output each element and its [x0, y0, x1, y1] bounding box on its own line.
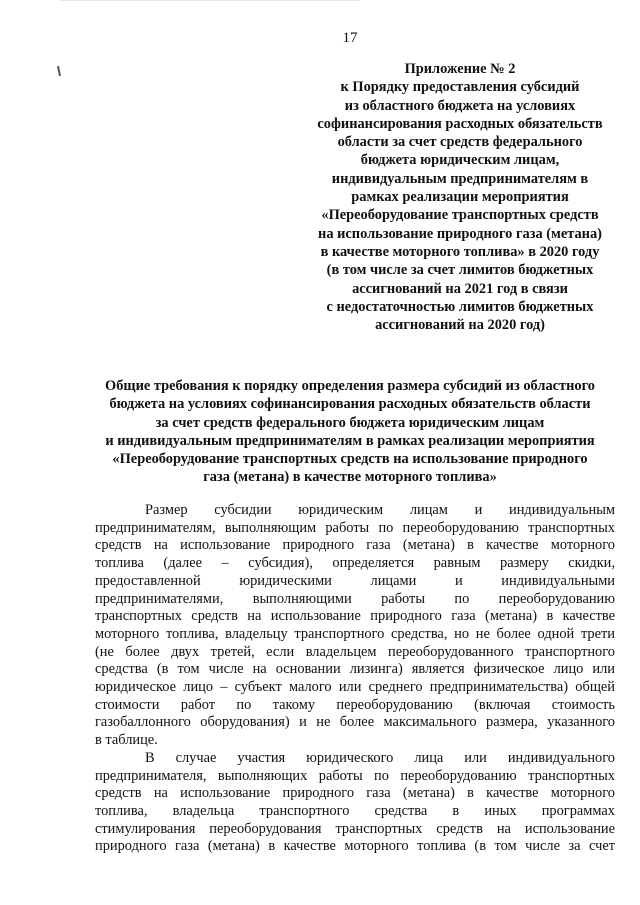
paragraph-line: предпринимателям, выполняющим работы по переоборудованию транспортных: [95, 519, 615, 536]
appendix-header: [300, 60, 620, 334]
appendix-line: «Переоборудование транспортных средств: [321, 207, 599, 224]
appendix-line: софинансирования расходных обязательств: [317, 115, 603, 132]
paragraph-line: В случае участия юридического лица или индивидуального: [145, 749, 615, 766]
heading-line: «Переоборудование транспортных средств на использование природного: [112, 451, 588, 468]
page-number: 17: [342, 30, 358, 46]
paragraph-line: в таблице.: [95, 732, 158, 749]
paragraph-line: предпринимателями, выполняющими работы по переоборудованию: [95, 590, 615, 607]
heading-line: за счет средств федерального бюджета юридическим лицам: [155, 414, 545, 431]
appendix-line: бюджета юридическим лицам,: [360, 152, 560, 169]
appendix-line: области за счет средств федерального: [337, 134, 583, 151]
paragraph-line: природного газа (метана) в качестве моторного топлива (в том числе за счет: [95, 838, 615, 855]
paragraph-line: средств на использование природного газа (метана) в качестве моторного: [95, 537, 615, 554]
scan-edge-line: [60, 0, 360, 1]
appendix-line: из областного бюджета на условиях: [344, 97, 576, 114]
appendix-line: в качестве моторного топлива» в 2020 году: [320, 243, 600, 260]
paragraph-line: газобаллонного оборудования) и не более максимального размера, указанного: [95, 714, 615, 731]
heading-line: и индивидуальным предпринимателям в рамках реализации мероприятия: [105, 432, 595, 449]
paragraph-line: предпринимателя, выполняющих работы по переоборудованию транспортных: [95, 767, 615, 784]
paragraph-line: топлива (далее – субсидия), определяется равным размеру скидки,: [95, 555, 615, 572]
paragraph-line: стоимости работ по такому переоборудованию (включая стоимость: [95, 696, 615, 713]
appendix-line: ассигнований на 2020 год): [375, 317, 545, 334]
paragraph-line: средств на использование природного газа (метана) в качестве моторного: [95, 785, 615, 802]
paragraph-line: (не более двух третей, если владельцем переоборудованного транспортного: [95, 643, 615, 660]
heading-line: газа (метана) в качестве моторного топлива»: [203, 469, 497, 486]
paragraph-line: юридическое лицо – субъект малого или среднего предпринимательства) общей: [95, 679, 615, 696]
paragraph-line: средства (в том числе на основании лизинга) является физическое лицо или: [95, 661, 615, 678]
appendix-line: ассигнований на 2021 год в связи: [352, 280, 568, 297]
appendix-line: на использование природного газа (метана): [318, 225, 602, 242]
appendix-line: с недостаточностью лимитов бюджетных: [326, 298, 594, 315]
appendix-line: индивидуальным предпринимателям в: [331, 170, 589, 187]
appendix-line: Приложение № 2: [404, 61, 516, 77]
document-heading: [80, 377, 620, 487]
heading-line: бюджета на условиях софинансирования расходных обязательств области: [109, 396, 591, 413]
paragraph-line: Размер субсидии юридическим лицам и индивидуальным: [145, 502, 615, 518]
paragraph-line: топлива, владельца транспортного средства в иных программах: [95, 802, 615, 819]
paragraph-line: стимулирования переоборудования транспортных средств на использование: [95, 820, 615, 837]
paragraph-line: транспортных средств на использование природного газа (метана) в качестве: [95, 608, 615, 625]
appendix-line: рамках реализации мероприятия: [351, 189, 569, 206]
paragraph-line: моторного топлива, владельцу транспортного средства, но не более одной трети: [95, 625, 615, 642]
body-text: [95, 502, 615, 856]
paragraph-line: предоставленной юридическими лицами и индивидуальными: [95, 572, 615, 589]
scan-mark: [57, 66, 61, 76]
appendix-line: (в том числе за счет лимитов бюджетных: [326, 262, 594, 279]
heading-line: Общие требования к порядку определения размера субсидий из областного: [105, 378, 595, 394]
appendix-line: к Порядку предоставления субсидий: [340, 79, 580, 96]
